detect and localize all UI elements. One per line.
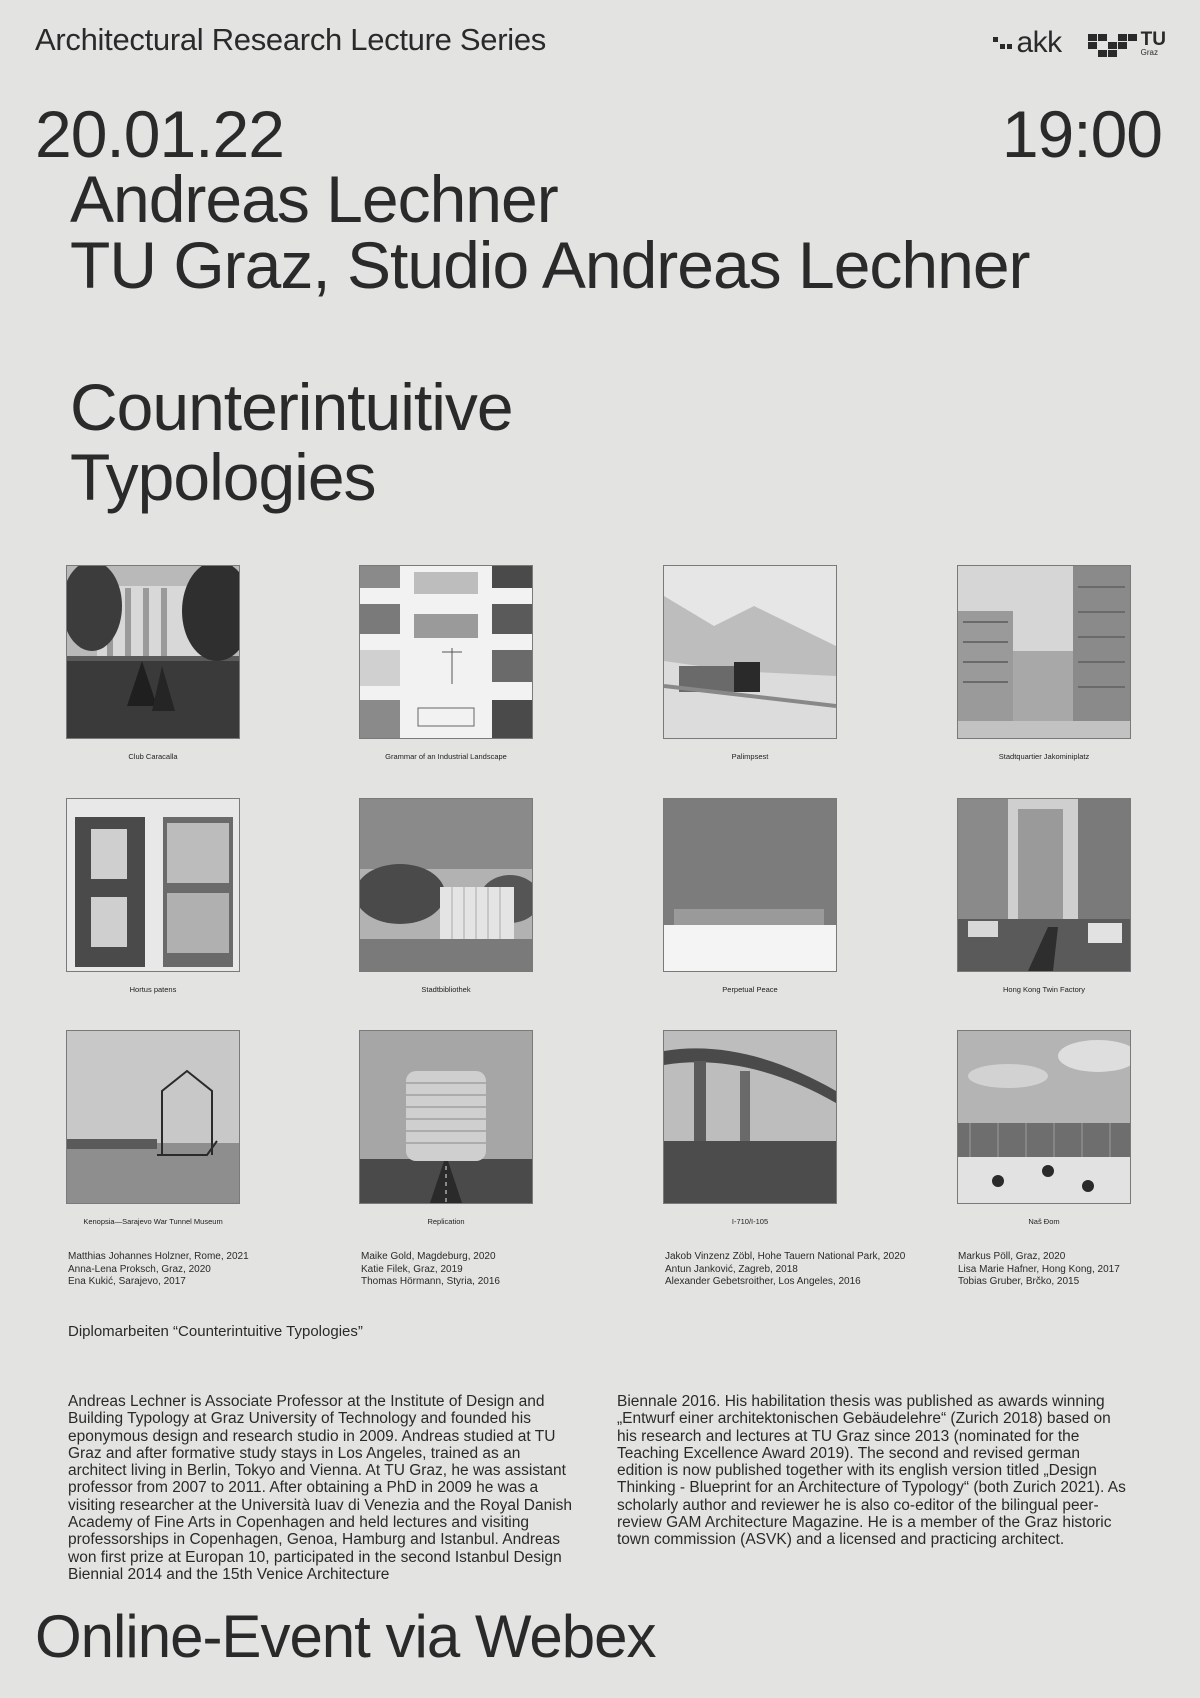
speaker-block [70, 162, 1030, 302]
project-card [957, 565, 1131, 761]
event-time: 19:00 [1001, 97, 1162, 171]
credits-column [361, 1251, 500, 1289]
project-caption: Stadtbibliothek [421, 985, 471, 994]
akk-logo-icon [993, 37, 1012, 49]
project-image-hong-kong-twin-factory [957, 798, 1131, 972]
bio-column-1: Andreas Lechner is Associate Professor at the Institute of Design and Building Typology at Graz University of Technology and founded his eponymous design and research studio in 2009. Andreas studied at TU Graz and after formative study stays in Los Angeles, trained as an architect living in Berlin, Tokyo and Vienna. At TU Graz, he was assistant professor from 2007 to 2011. After obtaining a PhD in 2009 he was a visiting researcher at the Università Iuav di Venezia and the Royal Danish Academy of Fine Arts in Copenhagen and held lectures and visiting professorships in Copenhagen, Genoa, Hamburg and Istanbul. Andreas won first prize at Europan 10, participated in the second Istanbul Design Biennial 2014 and the 15th Venice Architecture [68, 1393, 573, 1583]
project-grid [0, 565, 1200, 1235]
akk-logo [993, 26, 1061, 60]
project-card [359, 1030, 533, 1226]
project-image-stadtbibliothek [359, 798, 533, 972]
diploma-note: Diplomarbeiten “Counterintuitive Typologies” [68, 1323, 363, 1340]
event-mode: Online-Event via Webex [35, 1603, 656, 1670]
speaker-name: Andreas Lechner [70, 162, 558, 236]
credit-line: Maike Gold, Magdeburg, 2020 [361, 1251, 496, 1262]
project-card [663, 798, 837, 994]
credit-line: Lisa Marie Hafner, Hong Kong, 2017 [958, 1263, 1120, 1275]
credit-line: Anna-Lena Proksch, Graz, 2020 [68, 1263, 211, 1275]
speaker-affiliation: TU Graz, Studio Andreas Lechner [70, 228, 1030, 302]
project-image-grammar-industrial-landscape [359, 565, 533, 739]
project-caption: Club Caracalla [128, 752, 178, 761]
project-card [66, 565, 240, 761]
logos [993, 26, 1166, 60]
series-title: Architectural Research Lecture Series [35, 22, 546, 57]
project-caption: Hortus patens [129, 985, 177, 994]
tu-graz-logo-icon [1088, 34, 1137, 57]
talk-title-line2: Typologies [70, 440, 376, 514]
project-card [957, 798, 1131, 994]
credit-line: Tobias Gruber, Brčko, 2015 [958, 1276, 1080, 1287]
tu-graz-logo [1088, 30, 1166, 57]
project-image-nas-dom [957, 1030, 1131, 1204]
bio-column-2: Biennale 2016. His habilitation thesis was published as awards winning „Entwurf einer architektonischen Gebäudelehre“ (Zurich 2018) based on his research and lectures at TU Graz since 2013 (nominated for the Teaching Excellence Award 2019). The second and revised german edition is now published together with its english version titled „Design Thinking - Blueprint for an Architecture of Typology“ (both Zurich 2021). As scholarly author and reviewer he is also co-editor of the bilingual peer-review GAM Architecture Magazine. He is a member of the Graz historic town commission (ASVK) and a licensed and practicing architect. [617, 1393, 1126, 1549]
tu-graz-logo-subtext: Graz [1140, 47, 1159, 57]
credit-line: Thomas Hörmann, Styria, 2016 [361, 1276, 500, 1287]
project-card [66, 798, 240, 994]
credit-line: Jakob Vinzenz Zöbl, Hohe Tauern National Park, 2020 [665, 1251, 906, 1262]
project-image-stadtquartier-jakominiplatz [957, 565, 1131, 739]
tu-graz-logo-text: TU [1140, 28, 1166, 50]
project-caption: I-710/I-105 [731, 1217, 769, 1226]
credit-line: Matthias Johannes Holzner, Rome, 2021 [68, 1251, 249, 1262]
project-caption: Palimpsest [731, 752, 769, 761]
project-caption: Hong Kong Twin Factory [1003, 985, 1085, 994]
talk-title-line1: Counterintuitive [70, 370, 513, 444]
project-caption: Replication [427, 1217, 465, 1226]
project-card [359, 565, 533, 761]
event-date: 20.01.22 [35, 97, 284, 171]
project-image-hortus-patens [66, 798, 240, 972]
project-caption: Grammar of an Industrial Landscape [385, 752, 507, 761]
credit-line: Alexander Gebetsroither, Los Angeles, 2016 [665, 1276, 861, 1287]
credits-column [665, 1251, 905, 1289]
credit-line: Ena Kukić, Sarajevo, 2017 [68, 1276, 186, 1287]
credit-line: Antun Janković, Zagreb, 2018 [665, 1263, 798, 1275]
talk-title [70, 372, 513, 512]
credit-line: Markus Pöll, Graz, 2020 [958, 1251, 1066, 1262]
project-image-i710-i105 [663, 1030, 837, 1204]
credits-column [68, 1251, 249, 1289]
credits-column [958, 1251, 1120, 1289]
project-card [663, 1030, 837, 1226]
project-card [957, 1030, 1131, 1226]
project-image-perpetual-peace [663, 798, 837, 972]
project-caption: Kenopsia—Sarajevo War Tunnel Museum [83, 1217, 223, 1226]
akk-logo-text: akk [1016, 26, 1062, 59]
project-caption: Stadtquartier Jakominiplatz [998, 752, 1090, 761]
project-image-kenopsia [66, 1030, 240, 1204]
project-card [66, 1030, 240, 1226]
project-card [359, 798, 533, 994]
project-image-club-caracalla [66, 565, 240, 739]
project-image-palimpsest [663, 565, 837, 739]
project-caption: Naš Đom [1028, 1217, 1060, 1226]
project-card [663, 565, 837, 761]
project-image-replication [359, 1030, 533, 1204]
credit-line: Katie Filek, Graz, 2019 [361, 1263, 463, 1275]
project-caption: Perpetual Peace [722, 985, 778, 994]
